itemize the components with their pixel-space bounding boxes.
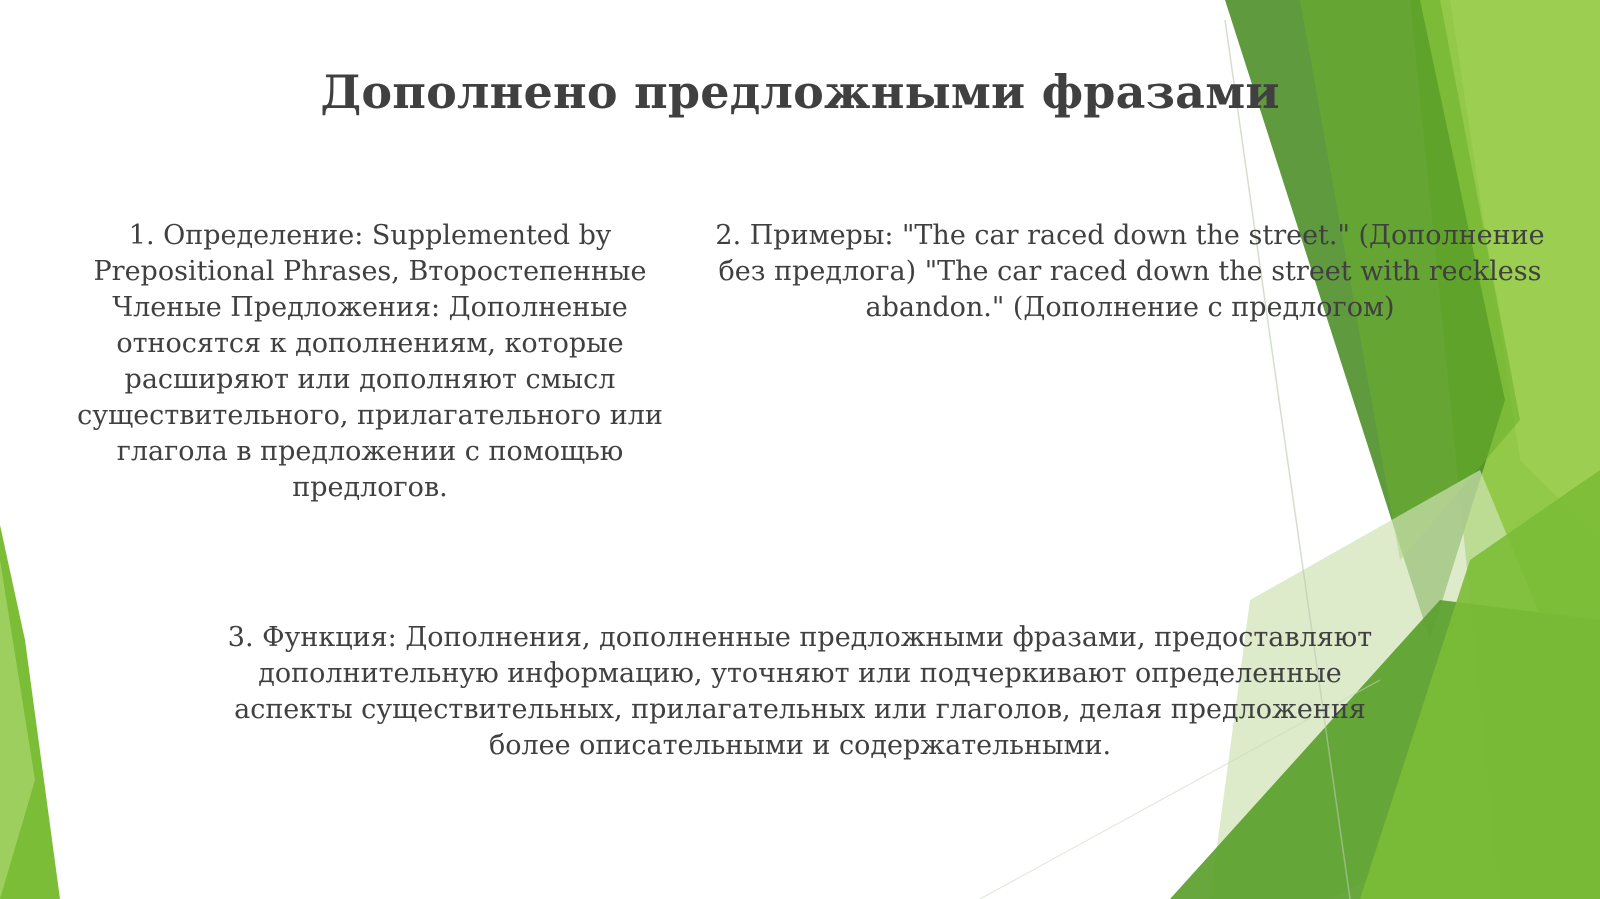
point-definition: 1. Определение: Supplemented by Prepositional Phrases, Второстепенные Членые Предложения: Дополненые относятся к дополнениям, которые расширяют или дополняют смысл существительного, прилагательного или глагола в предложении с помощью предлогов. xyxy=(77,220,663,503)
slide-title: Дополнено предложными фразами xyxy=(320,65,1280,119)
point-function: 3. Функция: Дополнения, дополненные предложными фразами, предоставляют дополнительную информацию, уточняют или подчеркивают определенные аспекты существительных, прилагательных или глаголов, делая предложения более описательными и содержательными. xyxy=(227,622,1373,761)
point-examples: 2. Примеры: "The car raced down the street." (Дополнение без предлога) "The car raced down the street with reckless abandon." (Дополнение с предлогом) xyxy=(715,220,1545,323)
